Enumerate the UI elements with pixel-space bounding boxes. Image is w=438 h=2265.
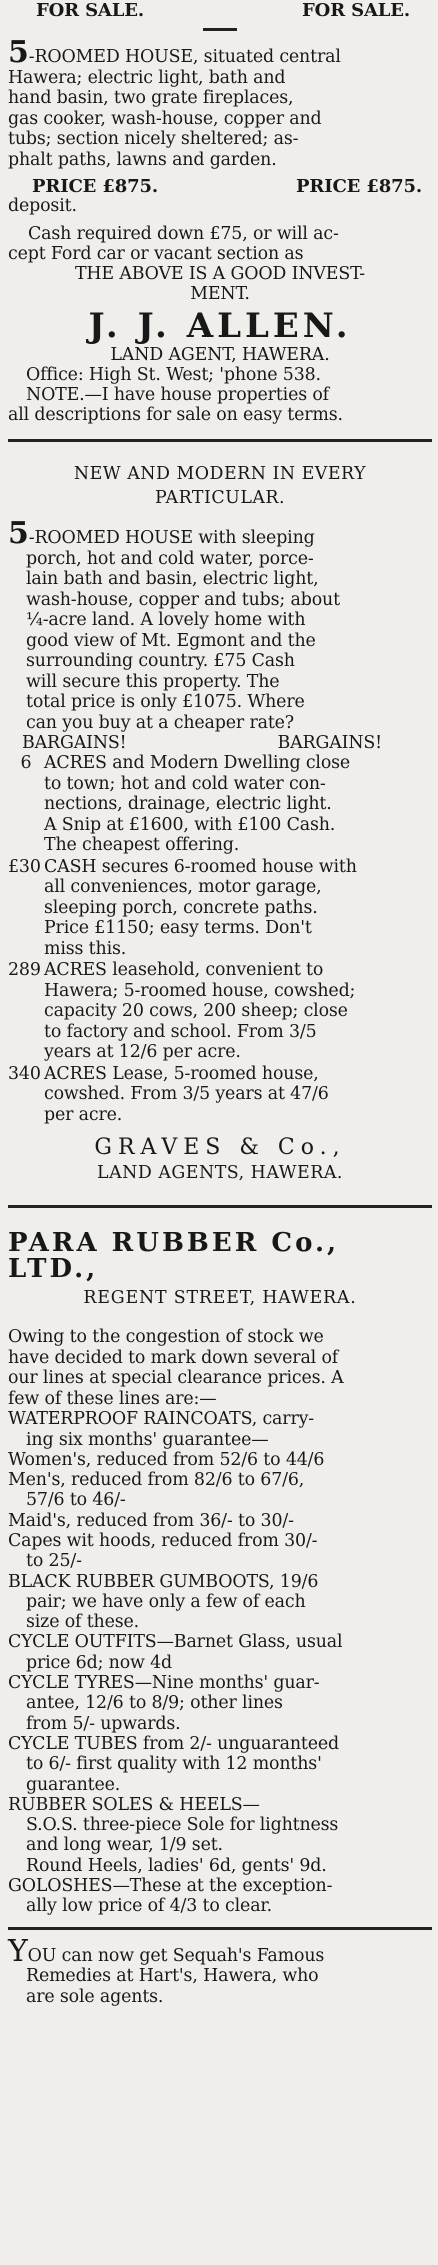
item-cycle-tyres: CYCLE TYRES—Nine months' guar- antee, 12/6 to 8/9; other lines from 5/- upwards. xyxy=(8,1673,320,1734)
agent-name: J. J. ALLEN. xyxy=(88,306,352,346)
section-divider xyxy=(8,439,432,442)
item-rubber-soles: RUBBER SOLES & HEELS— S.O.S. three-piece Sole for lightness and long wear, 1/9 set. Round Heels, ladies' 6d, gents' 9d. xyxy=(8,1794,339,1876)
bargains-right: BARGAINS! xyxy=(277,733,382,754)
sequah-advertisement: YOU can now get Sequah's Famous Remedies at Hart's, Hawera, who are sole agents. xyxy=(8,1933,325,2007)
para-rubber-advertisement xyxy=(8,1227,432,1917)
modern-heading: NEW AND MODERN IN EVERY PARTICULAR. xyxy=(73,464,367,509)
price-right: PRICE £875. xyxy=(296,176,422,197)
item-cycle-outfits: CYCLE OUTFITS—Barnet Glass, usual price 6d; now 4d xyxy=(8,1632,343,1673)
for-sale-header-right: FOR SALE. xyxy=(302,0,410,21)
agent-details: LAND AGENT, HAWERA. Office: High St. West; 'phone 538. NOTE.—I have house properties of all descriptions for sale on easy terms. xyxy=(8,345,343,426)
item-cycle-tubes: CYCLE TUBES from 2/- unguaranteed to 6/- first quality with 12 months' guarantee. xyxy=(8,1733,340,1795)
item-goloshes: GOLOSHES—These at the exception- ally low price of 4/3 to clear. xyxy=(8,1876,333,1917)
deposit-text: deposit. xyxy=(8,196,77,216)
for-sale-header-left: FOR SALE. xyxy=(36,0,144,21)
price-left: PRICE £875. xyxy=(32,176,158,197)
item-capes: Capes wit hoods, reduced from 30/- to 25/- xyxy=(8,1530,318,1572)
para-rubber-address: REGENT STREET, HAWERA. xyxy=(83,1287,357,1308)
listing-289-acres: 289 ACRES leasehold, convenient to Hawera; 5-roomed house, cowshed; capacity 20 cows, 200 sheep; close to factory and school. From 3/5 years at 12/6 per acre. xyxy=(8,960,356,1063)
header-divider xyxy=(203,28,237,31)
graves-firm-name: GRAVES & Co., xyxy=(94,1135,346,1161)
dropcap-5: 5 xyxy=(8,516,29,552)
price-line xyxy=(8,170,432,196)
section-divider xyxy=(8,1927,432,1930)
item-mens: Men's, reduced from 82/6 to 67/6, 57/6 to 46/- xyxy=(8,1470,305,1511)
bargains-line xyxy=(8,733,432,753)
listing-340-acres: 340 ACRES Lease, 5-roomed house, cowshed. From 3/5 years at 47/6 per acre. xyxy=(8,1063,329,1125)
cash-terms: Cash required down £75, or will ac- cept Ford car or vacant section as xyxy=(8,224,339,264)
listing-30-cash: £30 CASH secures 6-roomed house with all conveniences, motor garage, sleeping porch, concrete paths. Price £1150; easy terms. Don't miss this. xyxy=(8,856,357,959)
para-rubber-name: PARA RUBBER Co., LTD., xyxy=(8,1227,340,1284)
property-listings xyxy=(8,753,432,1125)
item-maids: Maid's, reduced from 36/- to 30/- xyxy=(8,1510,294,1531)
for-sale-headers xyxy=(8,2,432,20)
graves-land-agents: LAND AGENTS, HAWERA. xyxy=(97,1163,343,1184)
allen-advertisement xyxy=(8,0,432,425)
item-gumboots: BLACK RUBBER GUMBOOTS, 19/6 pair; we have only a few of each size of these. xyxy=(8,1571,319,1633)
graves-advertisement xyxy=(8,462,432,1182)
modern-house-description: 5-ROOMED HOUSE with sleeping porch, hot and cold water, porce- lain bath and basin, electric light, wash-house, copper and tubs; about ¼-acre land. A lovely home with good view of Mt. Egmont and the surrounding country. £75 Cash will secure this property. The total price is only £1075. Where can you buy at a cheaper rate? xyxy=(8,516,340,733)
section-divider xyxy=(8,1205,432,1208)
good-investment-note: THE ABOVE IS A GOOD INVEST- MENT. xyxy=(74,264,366,304)
bargains-left: BARGAINS! xyxy=(22,733,127,754)
house-description: 5-ROOMED HOUSE, situated central Hawera; electric light, bath and hand basin, two grate fireplaces, gas cooker, wash-house, copper and tubs; section nicely sheltered; as- phalt paths, lawns and garden. xyxy=(8,35,341,170)
clearance-items xyxy=(8,1409,432,1916)
dropcap-5: 5 xyxy=(8,35,29,70)
dropcap-y: Y xyxy=(8,1933,28,1969)
item-womens: Women's, reduced from 52/6 to 44/6 xyxy=(8,1449,325,1470)
clearance-intro: Owing to the congestion of stock we have decided to mark down several of our lines at special clearance prices. A few of these lines are:— xyxy=(8,1327,344,1409)
listing-6-acres: 6 ACRES and Modern Dwelling close to town; hot and cold water con- nections, drainage, electric light. A Snip at £1600, with £100 Cash. The cheapest offering. xyxy=(20,753,351,856)
item-raincoats: WATERPROOF RAINCOATS, carry- ing six months' guarantee— xyxy=(8,1409,315,1450)
